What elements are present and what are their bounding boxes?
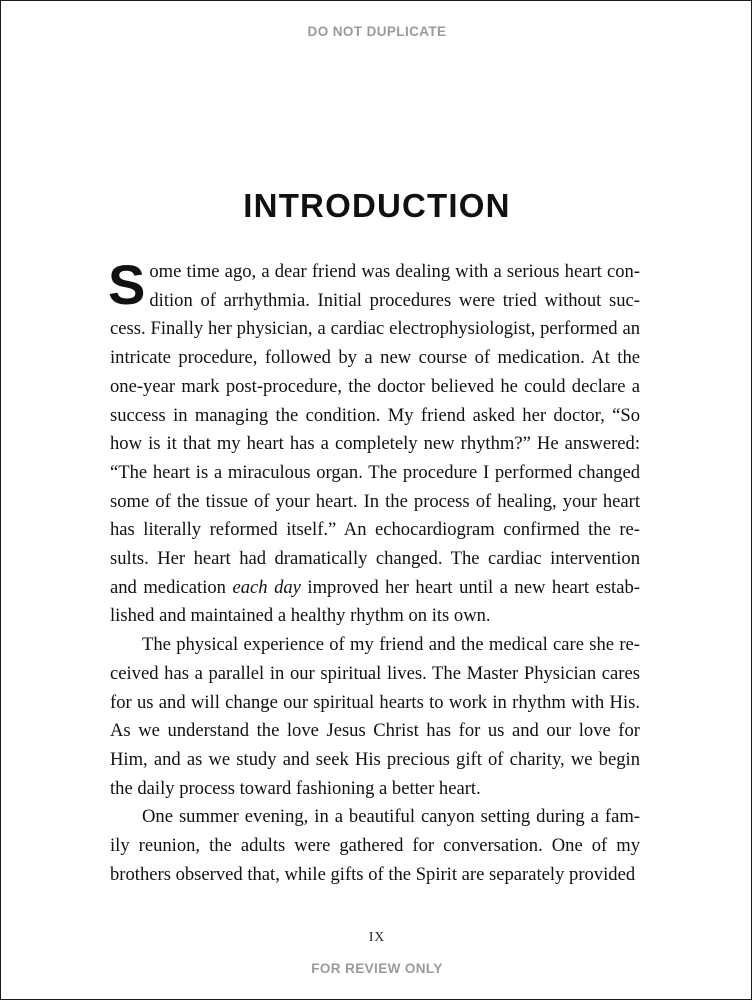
watermark-top: DO NOT DUPLICATE [307, 24, 447, 39]
paragraph-3: One summer evening, in a beautiful canyon setting during a family reunion, the adults were gathered for conversation. One of my brothers observed that, while gifts of the Spirit are separately provided [110, 806, 640, 885]
paragraph-1-text-a: ome time ago, a dear friend was dealing with a serious heart condition of arrhythmia. Initial procedures were tried without success. Finally her physician, a cardiac electrophysiologist, performed an intricate procedure, followed by a new course of medication. At the one-year mark post-procedure, the doctor believed he could declare a success in managing the condition. My friend asked her doctor, “So how is it that my heart has a completely new rhythm?” He answered: “The heart is a miraculous organ. The procedure I performed changed some of the tissue of your heart. In the process of healing, your heart has literally reformed itself.” An echocardiogram confirmed the results. Her heart had dramatically changed. The cardiac intervention and medication [110, 261, 640, 598]
chapter-title: INTRODUCTION [243, 187, 511, 224]
paragraph-1-emphasis: each day [232, 576, 301, 598]
watermark-bottom: FOR REVIEW ONLY [311, 961, 443, 976]
drop-cap: S [108, 253, 146, 316]
body-text [108, 253, 640, 889]
page-number: IX [368, 929, 386, 944]
paragraph-2: The physical experience of my friend and the medical care she received has a parallel in our spiritual lives. The Master Physician cares for us and will change our spiritual hearts to work in rhythm with His. As we understand the love Jesus Christ has for us and our love for Him, and as we study and seek His precious gift of charity, we begin the daily process toward fashioning a better heart. [110, 634, 640, 799]
paragraph-1-text-b: improved her heart until a new heart established and maintained a healthy rhythm on its own. [110, 576, 640, 627]
paragraph-1 [108, 253, 640, 631]
